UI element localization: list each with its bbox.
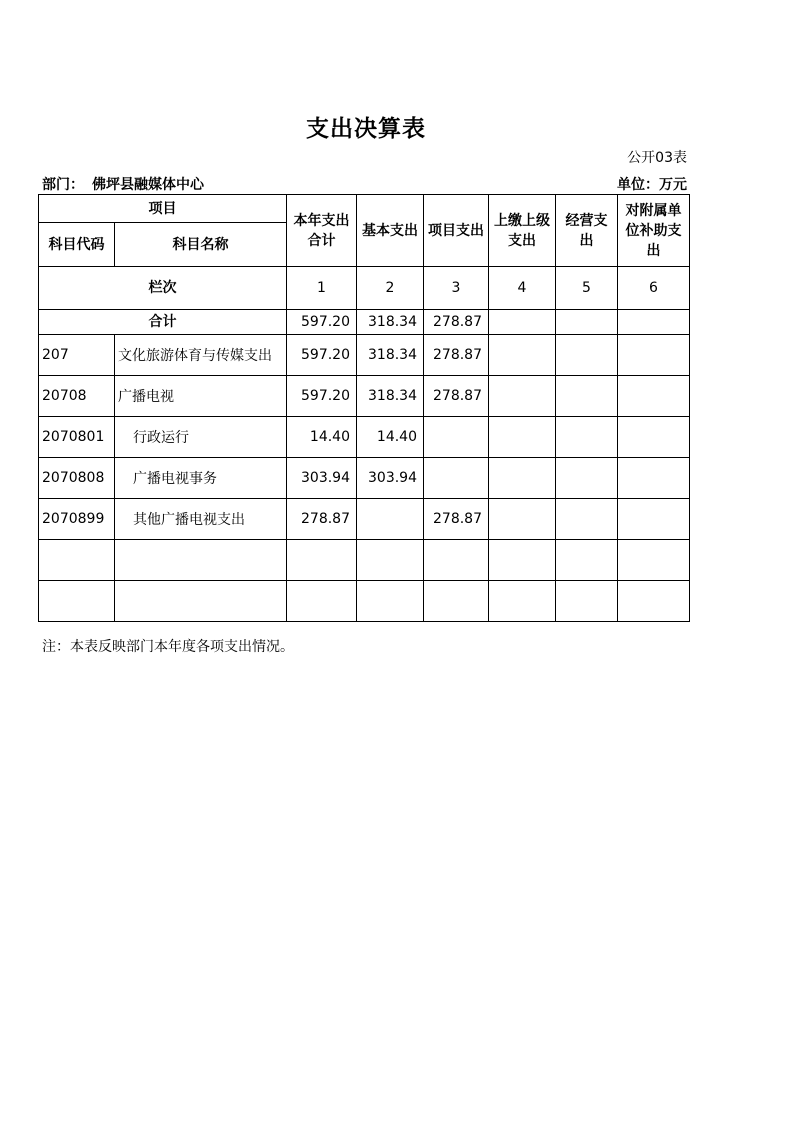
subject-name: 广播电视事务 (115, 458, 287, 499)
form-number: 公开03表 (627, 150, 687, 166)
header-code: 科目代码 (39, 223, 115, 267)
value-cell (556, 335, 618, 376)
value-cell (618, 540, 690, 581)
footnote: 注：本表反映部门本年度各项支出情况。 (42, 639, 294, 655)
header-upper: 上缴上级支出 (489, 195, 556, 267)
value-cell: 14.40 (287, 417, 357, 458)
value-cell (357, 581, 424, 622)
value-cell (489, 499, 556, 540)
value-cell (618, 581, 690, 622)
total-cell (618, 310, 690, 335)
subject-code: 20708 (39, 376, 115, 417)
column-index: 1 (287, 267, 357, 310)
value-cell (424, 458, 489, 499)
value-cell (618, 417, 690, 458)
column-index: 5 (556, 267, 618, 310)
value-cell (556, 581, 618, 622)
total-cell: 278.87 (424, 310, 489, 335)
value-cell (556, 417, 618, 458)
table-row (39, 458, 690, 499)
column-index: 2 (357, 267, 424, 310)
value-cell: 278.87 (424, 335, 489, 376)
value-cell (489, 376, 556, 417)
value-cell (618, 335, 690, 376)
value-cell (424, 540, 489, 581)
table-row (39, 335, 690, 376)
header-row-1 (39, 195, 690, 223)
unit-label: 单位：万元 (617, 177, 687, 193)
value-cell (489, 417, 556, 458)
header-item: 项目 (39, 195, 287, 223)
column-index: 4 (489, 267, 556, 310)
value-cell (287, 581, 357, 622)
department-value: 佛坪县融媒体中心 (92, 177, 204, 193)
header-basic: 基本支出 (357, 195, 424, 267)
value-cell: 278.87 (287, 499, 357, 540)
subject-name (115, 540, 287, 581)
value-cell: 303.94 (357, 458, 424, 499)
subject-name: 文化旅游体育与传媒支出 (115, 335, 287, 376)
header-business: 经营支出 (556, 195, 618, 267)
value-cell: 14.40 (357, 417, 424, 458)
total-cell: 597.20 (287, 310, 357, 335)
table-row (39, 581, 690, 622)
department-info (42, 174, 204, 194)
value-cell (357, 499, 424, 540)
table-row (39, 499, 690, 540)
value-cell (357, 540, 424, 581)
subject-name: 其他广播电视支出 (115, 499, 287, 540)
subject-name: 广播电视 (115, 376, 287, 417)
page-title: 支出决算表 (306, 116, 426, 142)
value-cell: 597.20 (287, 376, 357, 417)
table-row (39, 417, 690, 458)
table-row (39, 540, 690, 581)
value-cell (424, 581, 489, 622)
subject-name (115, 581, 287, 622)
column-index-row (39, 267, 690, 310)
value-cell (556, 376, 618, 417)
value-cell: 278.87 (424, 376, 489, 417)
value-cell (556, 458, 618, 499)
value-cell: 318.34 (357, 335, 424, 376)
value-cell: 318.34 (357, 376, 424, 417)
value-cell (618, 499, 690, 540)
value-cell: 303.94 (287, 458, 357, 499)
value-cell (556, 499, 618, 540)
column-index-label: 栏次 (39, 267, 287, 310)
total-cell (556, 310, 618, 335)
value-cell: 278.87 (424, 499, 489, 540)
value-cell (424, 417, 489, 458)
value-cell (489, 335, 556, 376)
subject-code: 2070801 (39, 417, 115, 458)
subject-code: 2070899 (39, 499, 115, 540)
value-cell (618, 376, 690, 417)
department-label: 部门： (42, 177, 84, 193)
value-cell (556, 540, 618, 581)
header-project: 项目支出 (424, 195, 489, 267)
total-label: 合计 (39, 310, 287, 335)
subject-code: 2070808 (39, 458, 115, 499)
subject-code (39, 540, 115, 581)
subject-code (39, 581, 115, 622)
table-row (39, 376, 690, 417)
total-row (39, 310, 690, 335)
column-index: 6 (618, 267, 690, 310)
value-cell (489, 540, 556, 581)
header-subsidiary: 对附属单位补助支出 (618, 195, 690, 267)
total-cell (489, 310, 556, 335)
value-cell (287, 540, 357, 581)
value-cell (489, 581, 556, 622)
subject-code: 207 (39, 335, 115, 376)
value-cell (618, 458, 690, 499)
column-index: 3 (424, 267, 489, 310)
header-total: 本年支出合计 (287, 195, 357, 267)
total-cell: 318.34 (357, 310, 424, 335)
subject-name: 行政运行 (115, 417, 287, 458)
header-name: 科目名称 (115, 223, 287, 267)
value-cell: 597.20 (287, 335, 357, 376)
expenditure-table (38, 194, 690, 622)
value-cell (489, 458, 556, 499)
